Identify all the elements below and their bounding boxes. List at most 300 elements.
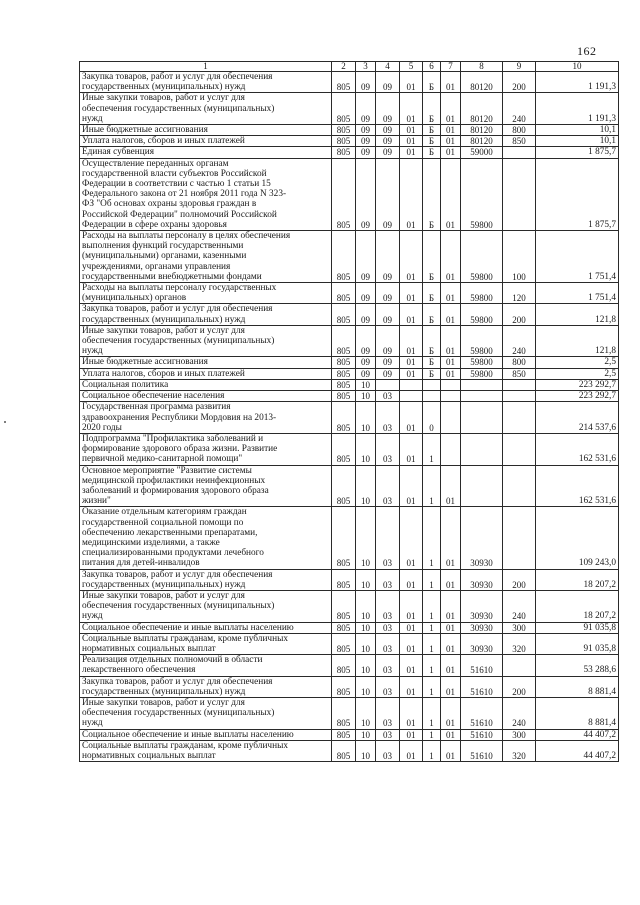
code-subsection: 09 (376, 93, 400, 125)
column-header: 3 (356, 62, 376, 72)
code-expense-type (503, 391, 536, 402)
code-direction: 30930 (461, 622, 503, 633)
code-admin: 805 (332, 379, 356, 390)
code-program: 01 (400, 569, 423, 590)
code-admin: 805 (332, 158, 356, 230)
code-event: 01 (441, 147, 461, 158)
code-subsection: 03 (376, 697, 400, 729)
row-amount: 1 751,4 (536, 283, 619, 304)
row-description: Расходы на выплаты персоналу государственных (муниципальных) органов (80, 283, 332, 304)
code-subprogram: 1 (423, 465, 441, 507)
table-row (80, 391, 619, 402)
row-description: Закупка товаров, работ и услуг для обеспечения государственных (муниципальных) нужд (80, 304, 332, 325)
code-subprogram: 1 (423, 655, 441, 676)
code-direction: 80120 (461, 72, 503, 93)
code-section: 10 (356, 697, 376, 729)
code-section: 10 (356, 465, 376, 507)
row-description: Оказание отдельным категориям граждан государственной социальной помощи по обеспечению лекарственными препаратами, медицинскими изделиями, а также специализированными продуктами лечебного питания для детей-инвалидов (80, 507, 332, 569)
code-program: 01 (400, 283, 423, 304)
code-section: 10 (356, 433, 376, 465)
code-section: 10 (356, 655, 376, 676)
code-admin: 805 (332, 368, 356, 379)
table-row (80, 655, 619, 676)
code-subsection: 09 (376, 357, 400, 368)
row-amount: 91 035,8 (536, 622, 619, 633)
row-description: Закупка товаров, работ и услуг для обеспечения государственных (муниципальных) нужд (80, 569, 332, 590)
table-row (80, 622, 619, 633)
code-section: 09 (356, 147, 376, 158)
table-row (80, 357, 619, 368)
code-expense-type: 320 (503, 633, 536, 654)
code-program: 01 (400, 729, 423, 740)
code-event: 01 (441, 633, 461, 654)
code-event (441, 402, 461, 434)
code-subsection: 09 (376, 72, 400, 93)
scan-speck (4, 421, 6, 423)
table-row (80, 231, 619, 283)
code-subprogram: Б (423, 72, 441, 93)
code-admin: 805 (332, 357, 356, 368)
code-admin: 805 (332, 136, 356, 147)
code-admin: 805 (332, 590, 356, 622)
code-direction: 80120 (461, 93, 503, 125)
table-row (80, 93, 619, 125)
code-program: 01 (400, 72, 423, 93)
code-subsection: 03 (376, 655, 400, 676)
row-description: Уплата налогов, сборов и иных платежей (80, 136, 332, 147)
code-section: 09 (356, 136, 376, 147)
code-subprogram: Б (423, 357, 441, 368)
code-subsection: 03 (376, 402, 400, 434)
code-expense-type: 850 (503, 368, 536, 379)
table-row (80, 676, 619, 697)
code-expense-type (503, 507, 536, 569)
code-direction: 30930 (461, 590, 503, 622)
row-description: Социальная политика (80, 379, 332, 390)
code-expense-type (503, 158, 536, 230)
table-row (80, 569, 619, 590)
code-expense-type: 240 (503, 697, 536, 729)
code-program: 01 (400, 325, 423, 357)
code-subsection: 03 (376, 622, 400, 633)
column-header: 7 (441, 62, 461, 72)
code-subprogram: 1 (423, 622, 441, 633)
table-row (80, 325, 619, 357)
table-row (80, 697, 619, 729)
code-admin: 805 (332, 433, 356, 465)
code-expense-type: 200 (503, 569, 536, 590)
row-amount: 1 191,3 (536, 93, 619, 125)
row-amount: 91 035,8 (536, 633, 619, 654)
code-subprogram (423, 379, 441, 390)
row-amount: 2,5 (536, 357, 619, 368)
budget-table (79, 61, 619, 762)
code-event: 01 (441, 622, 461, 633)
code-section: 10 (356, 590, 376, 622)
code-subprogram: Б (423, 125, 441, 136)
code-section: 10 (356, 622, 376, 633)
code-event: 01 (441, 590, 461, 622)
table-row (80, 590, 619, 622)
code-event: 01 (441, 93, 461, 125)
code-program: 01 (400, 507, 423, 569)
code-direction (461, 391, 503, 402)
table-row (80, 633, 619, 654)
code-expense-type: 320 (503, 740, 536, 761)
row-description: Закупка товаров, работ и услуг для обеспечения государственных (муниципальных) нужд (80, 676, 332, 697)
code-subprogram: Б (423, 231, 441, 283)
column-header: 5 (400, 62, 423, 72)
code-event: 01 (441, 507, 461, 569)
code-direction: 59800 (461, 325, 503, 357)
code-program: 01 (400, 590, 423, 622)
code-subsection: 09 (376, 125, 400, 136)
table-row (80, 740, 619, 761)
code-subsection (376, 379, 400, 390)
code-expense-type: 300 (503, 729, 536, 740)
code-admin: 805 (332, 125, 356, 136)
row-description: Социальное обеспечение и иные выплаты населению (80, 729, 332, 740)
row-description: Закупка товаров, работ и услуг для обеспечения государственных (муниципальных) нужд (80, 72, 332, 93)
code-event: 01 (441, 125, 461, 136)
code-subsection: 09 (376, 147, 400, 158)
code-direction: 51610 (461, 697, 503, 729)
column-header: 10 (536, 62, 619, 72)
table-row (80, 147, 619, 158)
code-expense-type (503, 433, 536, 465)
code-subprogram: Б (423, 93, 441, 125)
code-subprogram: 1 (423, 676, 441, 697)
code-direction: 30930 (461, 633, 503, 654)
row-description: Иные закупки товаров, работ и услуг для обеспечения государственных (муниципальных) нужд (80, 697, 332, 729)
column-header: 1 (80, 62, 332, 72)
column-header: 6 (423, 62, 441, 72)
code-subprogram: Б (423, 147, 441, 158)
code-section: 10 (356, 569, 376, 590)
row-amount: 10,1 (536, 136, 619, 147)
code-admin: 805 (332, 622, 356, 633)
code-event: 01 (441, 283, 461, 304)
code-program: 01 (400, 231, 423, 283)
column-header: 4 (376, 62, 400, 72)
code-event: 01 (441, 136, 461, 147)
row-description: Подпрограмма "Профилактика заболеваний и формирование здорового образа жизни. Развитие первичной медико-санитарной помощи" (80, 433, 332, 465)
row-description: Социальные выплаты гражданам, кроме публичных нормативных социальных выплат (80, 633, 332, 654)
code-admin: 805 (332, 402, 356, 434)
table-row (80, 158, 619, 230)
code-expense-type: 800 (503, 357, 536, 368)
row-amount: 223 292,7 (536, 379, 619, 390)
row-amount: 18 207,2 (536, 569, 619, 590)
row-amount: 162 531,6 (536, 433, 619, 465)
code-subsection: 03 (376, 740, 400, 761)
code-section: 09 (356, 72, 376, 93)
code-program: 01 (400, 633, 423, 654)
code-subprogram: 1 (423, 590, 441, 622)
code-program: 01 (400, 125, 423, 136)
table-row (80, 507, 619, 569)
row-amount: 8 881,4 (536, 676, 619, 697)
row-description: Осуществление переданных органам государственной власти субъектов Российской Федерации в соответствии с частью 1 статьи 15 Федерального закона от 21 ноября 2011 года N 323- ФЗ "Об основах охраны здоровья граждан в Российской Федерации" полномочий Российской Федерации в сфере охраны здоровья (80, 158, 332, 230)
page-number: 162 (577, 44, 597, 58)
code-event: 01 (441, 740, 461, 761)
row-amount: 1 751,4 (536, 231, 619, 283)
code-admin: 805 (332, 391, 356, 402)
code-expense-type (503, 379, 536, 390)
row-amount: 53 288,6 (536, 655, 619, 676)
code-expense-type: 200 (503, 72, 536, 93)
row-description: Социальное обеспечение и иные выплаты населению (80, 622, 332, 633)
code-admin: 805 (332, 697, 356, 729)
row-amount: 121,8 (536, 325, 619, 357)
code-subprogram (423, 391, 441, 402)
code-section: 09 (356, 304, 376, 325)
table-row (80, 136, 619, 147)
table-row (80, 729, 619, 740)
code-section: 09 (356, 158, 376, 230)
code-expense-type: 800 (503, 125, 536, 136)
code-section: 09 (356, 368, 376, 379)
code-subsection: 03 (376, 590, 400, 622)
table-body (80, 72, 619, 762)
code-expense-type (503, 147, 536, 158)
code-expense-type: 240 (503, 93, 536, 125)
code-subsection: 03 (376, 569, 400, 590)
row-amount: 8 881,4 (536, 697, 619, 729)
code-event: 01 (441, 368, 461, 379)
row-description: Реализация отдельных полномочий в области лекарственного обеспечения (80, 655, 332, 676)
code-expense-type: 120 (503, 283, 536, 304)
row-description: Основное мероприятие "Развитие системы медицинской профилактики неинфекционных заболеваний и формирования здорового образа жизни" (80, 465, 332, 507)
code-subprogram: 1 (423, 740, 441, 761)
code-expense-type (503, 655, 536, 676)
code-subprogram: 1 (423, 697, 441, 729)
code-direction (461, 465, 503, 507)
code-subsection: 09 (376, 231, 400, 283)
column-header: 9 (503, 62, 536, 72)
code-subprogram: Б (423, 283, 441, 304)
table-row (80, 125, 619, 136)
code-subsection: 09 (376, 304, 400, 325)
code-direction (461, 433, 503, 465)
code-direction: 51610 (461, 676, 503, 697)
column-header: 8 (461, 62, 503, 72)
table-row (80, 402, 619, 434)
code-subsection: 09 (376, 368, 400, 379)
row-description: Единая субвенция (80, 147, 332, 158)
code-section: 10 (356, 729, 376, 740)
code-subsection: 09 (376, 283, 400, 304)
table-row (80, 72, 619, 93)
code-direction: 59800 (461, 368, 503, 379)
code-event: 01 (441, 465, 461, 507)
table-header-row (80, 62, 619, 72)
table-row (80, 368, 619, 379)
code-expense-type: 240 (503, 590, 536, 622)
code-program: 01 (400, 357, 423, 368)
code-program: 01 (400, 740, 423, 761)
row-description: Социальное обеспечение населения (80, 391, 332, 402)
code-event: 01 (441, 729, 461, 740)
code-subsection: 03 (376, 433, 400, 465)
code-subprogram: Б (423, 158, 441, 230)
row-description: Иные бюджетные ассигнования (80, 357, 332, 368)
code-section: 09 (356, 93, 376, 125)
code-section: 09 (356, 357, 376, 368)
row-description: Иные закупки товаров, работ и услуг для обеспечения государственных (муниципальных) нужд (80, 590, 332, 622)
code-event: 01 (441, 697, 461, 729)
code-direction: 59800 (461, 357, 503, 368)
code-subprogram: Б (423, 304, 441, 325)
code-event: 01 (441, 655, 461, 676)
row-description: Иные закупки товаров, работ и услуг для обеспечения государственных (муниципальных) нужд (80, 93, 332, 125)
code-event: 01 (441, 304, 461, 325)
row-description: Расходы на выплаты персоналу в целях обеспечения выполнения функций государственными (муниципальными) органами, казенными учреждениями, органами управления государственными внебюджетными фондами (80, 231, 332, 283)
code-section: 10 (356, 507, 376, 569)
code-admin: 805 (332, 231, 356, 283)
code-subsection: 09 (376, 325, 400, 357)
code-event: 01 (441, 325, 461, 357)
code-program: 01 (400, 368, 423, 379)
code-program: 01 (400, 158, 423, 230)
row-amount: 162 531,6 (536, 465, 619, 507)
code-subsection: 03 (376, 391, 400, 402)
code-section: 10 (356, 379, 376, 390)
code-subprogram: Б (423, 136, 441, 147)
row-amount: 1 875,7 (536, 147, 619, 158)
code-direction (461, 402, 503, 434)
code-admin: 805 (332, 740, 356, 761)
table-row (80, 283, 619, 304)
code-program: 01 (400, 465, 423, 507)
code-section: 09 (356, 325, 376, 357)
code-program: 01 (400, 147, 423, 158)
row-description: Иные бюджетные ассигнования (80, 125, 332, 136)
row-amount: 109 243,0 (536, 507, 619, 569)
code-direction: 59800 (461, 283, 503, 304)
table-row (80, 304, 619, 325)
code-section: 09 (356, 283, 376, 304)
code-expense-type: 200 (503, 304, 536, 325)
code-expense-type: 850 (503, 136, 536, 147)
code-program: 01 (400, 655, 423, 676)
code-event (441, 391, 461, 402)
code-subsection: 03 (376, 729, 400, 740)
code-subsection: 09 (376, 158, 400, 230)
code-direction: 51610 (461, 729, 503, 740)
code-program (400, 391, 423, 402)
code-subprogram: 1 (423, 729, 441, 740)
code-direction: 59800 (461, 158, 503, 230)
code-admin: 805 (332, 93, 356, 125)
table-row (80, 465, 619, 507)
table-row (80, 379, 619, 390)
code-subsection: 03 (376, 507, 400, 569)
row-description: Уплата налогов, сборов и иных платежей (80, 368, 332, 379)
code-section: 09 (356, 231, 376, 283)
row-amount: 1 191,3 (536, 72, 619, 93)
row-amount: 214 537,6 (536, 402, 619, 434)
code-event: 01 (441, 569, 461, 590)
code-subprogram: 0 (423, 402, 441, 434)
code-expense-type (503, 465, 536, 507)
code-subprogram: Б (423, 325, 441, 357)
row-amount: 10,1 (536, 125, 619, 136)
code-admin: 805 (332, 676, 356, 697)
code-direction: 59800 (461, 304, 503, 325)
code-program: 01 (400, 93, 423, 125)
code-direction: 51610 (461, 740, 503, 761)
code-admin: 805 (332, 325, 356, 357)
code-admin: 805 (332, 729, 356, 740)
row-description: Государственная программа развития здравоохранения Республики Мордовия на 2013- 2020 годы (80, 402, 332, 434)
code-program: 01 (400, 304, 423, 325)
code-section: 10 (356, 391, 376, 402)
code-subprogram: 1 (423, 433, 441, 465)
row-amount: 1 875,7 (536, 158, 619, 230)
code-subsection: 03 (376, 676, 400, 697)
code-admin: 805 (332, 569, 356, 590)
code-subsection: 09 (376, 136, 400, 147)
code-section: 10 (356, 740, 376, 761)
code-expense-type: 100 (503, 231, 536, 283)
code-direction: 59800 (461, 231, 503, 283)
code-event (441, 433, 461, 465)
code-direction: 30930 (461, 569, 503, 590)
code-section: 10 (356, 402, 376, 434)
code-expense-type: 240 (503, 325, 536, 357)
row-amount: 2,5 (536, 368, 619, 379)
row-amount: 44 407,2 (536, 740, 619, 761)
code-admin: 805 (332, 465, 356, 507)
column-header: 2 (332, 62, 356, 72)
code-event (441, 379, 461, 390)
row-description: Социальные выплаты гражданам, кроме публичных нормативных социальных выплат (80, 740, 332, 761)
code-program: 01 (400, 402, 423, 434)
code-direction: 51610 (461, 655, 503, 676)
code-event: 01 (441, 158, 461, 230)
code-program (400, 379, 423, 390)
code-program: 01 (400, 433, 423, 465)
code-direction: 80120 (461, 136, 503, 147)
code-event: 01 (441, 231, 461, 283)
code-admin: 805 (332, 147, 356, 158)
code-subprogram: Б (423, 368, 441, 379)
code-program: 01 (400, 676, 423, 697)
row-amount: 18 207,2 (536, 590, 619, 622)
code-subprogram: 1 (423, 633, 441, 654)
code-program: 01 (400, 622, 423, 633)
code-admin: 805 (332, 304, 356, 325)
code-subprogram: 1 (423, 569, 441, 590)
row-amount: 44 407,2 (536, 729, 619, 740)
code-event: 01 (441, 357, 461, 368)
code-admin: 805 (332, 655, 356, 676)
code-admin: 805 (332, 633, 356, 654)
code-admin: 805 (332, 283, 356, 304)
code-direction: 80120 (461, 125, 503, 136)
code-program: 01 (400, 697, 423, 729)
code-expense-type (503, 402, 536, 434)
code-expense-type: 200 (503, 676, 536, 697)
row-amount: 223 292,7 (536, 391, 619, 402)
code-subsection: 03 (376, 465, 400, 507)
row-description: Иные закупки товаров, работ и услуг для обеспечения государственных (муниципальных) нужд (80, 325, 332, 357)
row-amount: 121,8 (536, 304, 619, 325)
code-event: 01 (441, 676, 461, 697)
code-section: 10 (356, 633, 376, 654)
table-row (80, 433, 619, 465)
